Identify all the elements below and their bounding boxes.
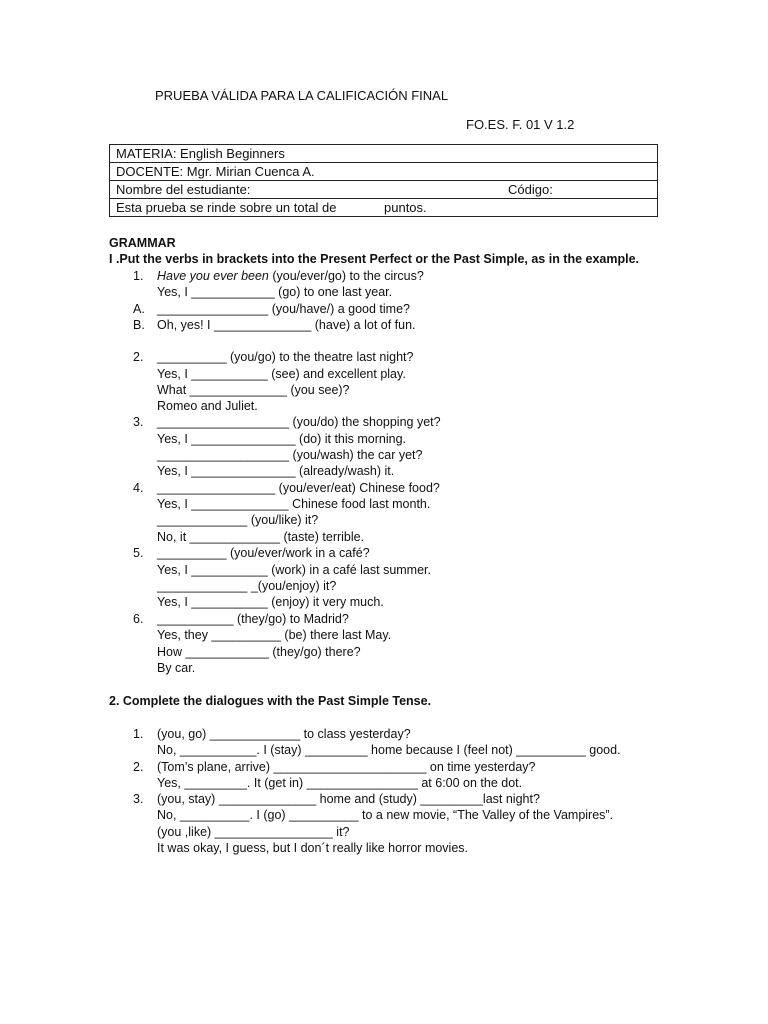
grammar-line: _________________ (you/ever/eat) Chinese food? [157,481,440,495]
section2-heading: 2. Complete the dialogues with the Past Simple Tense. [109,694,432,708]
dialogue-line: It was okay, I guess, but I don´t really like horror movies. [157,841,469,855]
total-label: Esta prueba se rinde sobre un total de [116,200,337,215]
dialogue-line: (you, go) _____________ to class yesterday? [157,727,411,741]
dialogue-item-number: 1. [133,727,144,741]
materia-cell: MATERIA: English Beginners [110,145,658,163]
grammar-item-number: 3. [133,415,144,429]
grammar-heading: GRAMMAR [109,236,176,250]
example-answer: Have you ever been [157,269,269,283]
grammar-line: ___________________ (you/do) the shopping yet? [157,415,441,429]
dialogue-line: (Tom’s plane, arrive) ______________________ on time yesterday? [157,760,536,774]
grammar-instruction: I .Put the verbs in brackets into the Present Perfect or the Past Simple, as in the example. [109,252,640,266]
grammar-line: Yes, I ___________ (work) in a café last summer. [157,563,431,577]
grammar-item-number: 5. [133,546,144,560]
exam-title: PRUEBA VÁLIDA PARA LA CALIFICACIÓN FINAL [155,88,449,103]
grammar-line: _____________ _(you/enjoy) it? [157,579,337,593]
grammar-line: Yes, I _______________ (already/wash) it. [157,464,395,478]
grammar-line: ___________________ (you/wash) the car yet? [157,448,423,462]
grammar-item-number: 2. [133,350,144,364]
grammar-line: Oh, yes! I ______________ (have) a lot of fun. [157,318,416,332]
grammar-line: What ______________ (you see)? [157,383,350,397]
dialogue-line: No, ___________. I (stay) _________ home because I (feel not) __________ good. [157,743,621,757]
dialogue-line: Yes, _________. It (get in) ________________ at 6:00 on the dot. [157,776,523,790]
grammar-item-number: A. [133,302,145,316]
grammar-line: By car. [157,661,196,675]
dialogue-item-number: 2. [133,760,144,774]
grammar-line: _____________ (you/like) it? [157,513,319,527]
dialogue-line: (you ,like) _________________ it? [157,825,350,839]
docente-cell: DOCENTE: Mgr. Mirian Cuenca A. [110,163,658,181]
form-code: FO.ES. F. 01 V 1.2 [466,117,575,132]
grammar-line: Yes, I ___________ (see) and excellent play. [157,367,406,381]
grammar-line: Romeo and Juliet. [157,399,258,413]
grammar-line: Yes, I _______________ (do) it this morning. [157,432,407,446]
dialogue-line: (you, stay) ______________ home and (study) _________last night? [157,792,540,806]
dialogue-line: No, __________. I (go) __________ to a new movie, “The Valley of the Vampires”. [157,808,614,822]
grammar-item-number: 4. [133,481,144,495]
grammar-item-number: 6. [133,612,144,626]
grammar-item-number: B. [133,318,145,332]
grammar-line: ___________ (they/go) to Madrid? [157,612,349,626]
dialogue-item-number: 3. [133,792,144,806]
grammar-line: __________ (you/ever/work in a café? [157,546,370,560]
student-cell [110,181,658,199]
student-name-label: Nombre del estudiante: [116,182,251,197]
grammar-line: __________ (you/go) to the theatre last night? [157,350,414,364]
grammar-item-number: 1. [133,269,144,283]
grammar-line: ________________ (you/have/) a good time? [157,302,410,316]
puntos-label: puntos. [384,200,427,215]
codigo-label: Código: [508,182,553,197]
grammar-line: Yes, I ______________ Chinese food last month. [157,497,431,511]
grammar-line [157,268,424,284]
line-text: (you/ever/go) to the circus? [268,269,424,283]
info-table [109,144,658,217]
total-cell [110,199,658,217]
grammar-line: Yes, I ____________ (go) to one last year. [157,285,393,299]
grammar-line: No, it _____________ (taste) terrible. [157,530,365,544]
grammar-line: Yes, they __________ (be) there last May. [157,628,392,642]
grammar-line: Yes, I ___________ (enjoy) it very much. [157,595,384,609]
grammar-line: How ____________ (they/go) there? [157,645,361,659]
